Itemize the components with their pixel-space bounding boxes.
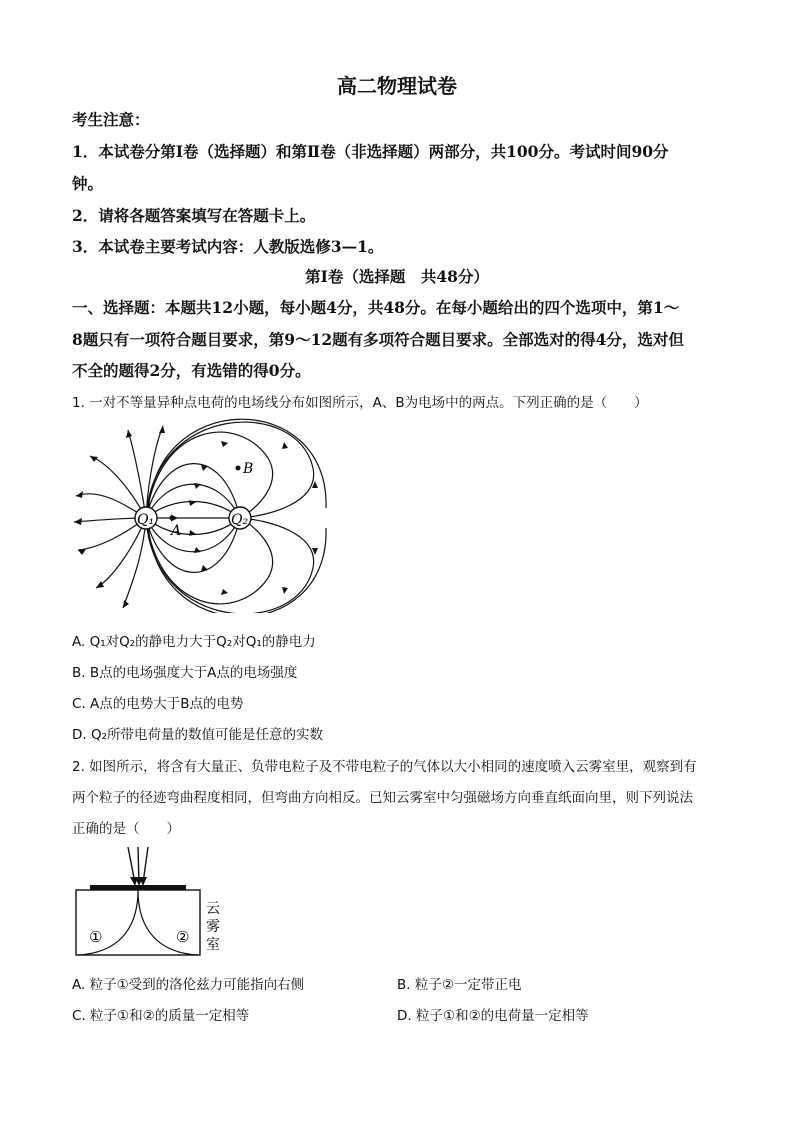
q1-option-c[interactable]: C. A点的电势大于B点的电势 bbox=[72, 696, 244, 712]
field-arrow bbox=[189, 530, 196, 536]
q2-stem-line3: 正确的是（ ） bbox=[72, 821, 180, 837]
q1-option-d[interactable]: D. Q₂所带电荷量的数值可能是任意的实数 bbox=[72, 727, 324, 743]
field-line bbox=[146, 422, 314, 518]
q2-option-d[interactable]: D. 粒子①和②的电荷量一定相等 bbox=[397, 1008, 589, 1024]
q2-option-c[interactable]: C. 粒子①和②的质量一定相等 bbox=[72, 1008, 250, 1024]
field-arrow bbox=[282, 442, 288, 449]
chamber-label-1: 云 bbox=[206, 901, 220, 917]
page-title: 高二物理试卷 bbox=[337, 74, 457, 98]
particle-2-label: ② bbox=[176, 928, 190, 946]
q1-stem: 1. 一对不等量异种点电荷的电场线分布如图所示，A、B为电场中的两点。下列正确的是（ ） bbox=[72, 395, 648, 411]
q1-option-b[interactable]: B. B点的电场强度大于A点的电场强度 bbox=[72, 665, 298, 681]
q2-stem-line2: 两个粒子的径迹弯曲程度相同，但弯曲方向相反。已知云雾室中匀强磁场方向垂直纸面向里，则下列说法 bbox=[72, 790, 693, 806]
field-line bbox=[96, 518, 146, 588]
field-arrow bbox=[76, 491, 83, 498]
q2-option-b[interactable]: B. 粒子②一定带正电 bbox=[397, 977, 522, 993]
field-arrow bbox=[96, 581, 104, 588]
charge-q1-label: Q₁ bbox=[137, 512, 155, 528]
field-arrow bbox=[221, 441, 228, 447]
field-arrow bbox=[78, 549, 86, 555]
chamber-label-2: 雾 bbox=[206, 919, 220, 935]
track-particle-1 bbox=[78, 890, 138, 955]
point-b-dot bbox=[236, 466, 241, 471]
notice-item-1-cont: 钟。 bbox=[72, 174, 104, 193]
point-b-label: B bbox=[243, 461, 254, 477]
field-line bbox=[146, 518, 273, 604]
q1-field-figure bbox=[68, 418, 338, 613]
field-arrow bbox=[221, 589, 228, 595]
q1-option-a[interactable]: A. Q₁对Q₂的静电力大于Q₂对Q₁的静电力 bbox=[72, 634, 316, 650]
chamber-plate bbox=[90, 885, 186, 890]
point-a-label: A bbox=[171, 523, 182, 539]
notice-item-3: 3．本试卷主要考试内容：人教版选修3—1。 bbox=[72, 237, 384, 256]
notice-item-2: 2．请将各题答案填写在答题卡上。 bbox=[72, 206, 316, 225]
q2-option-a[interactable]: A. 粒子①受到的洛伦兹力可能指向右侧 bbox=[72, 977, 305, 993]
field-line bbox=[90, 456, 146, 518]
charge-q2-label: Q₂ bbox=[231, 512, 249, 528]
field-arrow bbox=[194, 483, 201, 489]
notice-item-1: 1．本试卷分第Ⅰ卷（选择题）和第Ⅱ卷（非选择题）两部分，共100分。考试时间90分 bbox=[72, 142, 669, 161]
field-arrow bbox=[201, 465, 208, 471]
particle-1-label: ① bbox=[89, 928, 103, 946]
field-arrow bbox=[194, 547, 201, 553]
section-instructions-line1: 一、选择题：本题共12小题，每小题4分，共48分。在每小题给出的四个选项中，第1～ bbox=[72, 298, 680, 317]
field-line bbox=[128, 430, 146, 518]
field-arrow bbox=[74, 518, 82, 525]
field-arrow bbox=[126, 430, 132, 438]
q2-cloud-chamber-figure bbox=[72, 845, 232, 960]
notice-heading: 考生注意： bbox=[72, 110, 150, 129]
section-instructions-line3: 不全的题得2分，有选错的得0分。 bbox=[72, 361, 311, 380]
field-line bbox=[146, 432, 273, 518]
q2-stem-line1: 2. 如图所示，将含有大量正、负带电粒子及不带电粒子的气体以大小相同的速度喷入云雾室里，观察到有 bbox=[72, 759, 697, 775]
field-arrow bbox=[201, 565, 208, 571]
part1-title: 第Ⅰ卷（选择题 共48分） bbox=[305, 267, 489, 286]
chamber-label-3: 室 bbox=[206, 937, 220, 953]
field-arrow bbox=[189, 500, 196, 506]
section-instructions-line2: 8题只有一项符合题目要求，第9～12题有多项符合题目要求。全部选对的得4分，选对但 bbox=[72, 330, 684, 349]
field-arrow bbox=[282, 587, 288, 594]
point-a-dot bbox=[170, 516, 175, 521]
